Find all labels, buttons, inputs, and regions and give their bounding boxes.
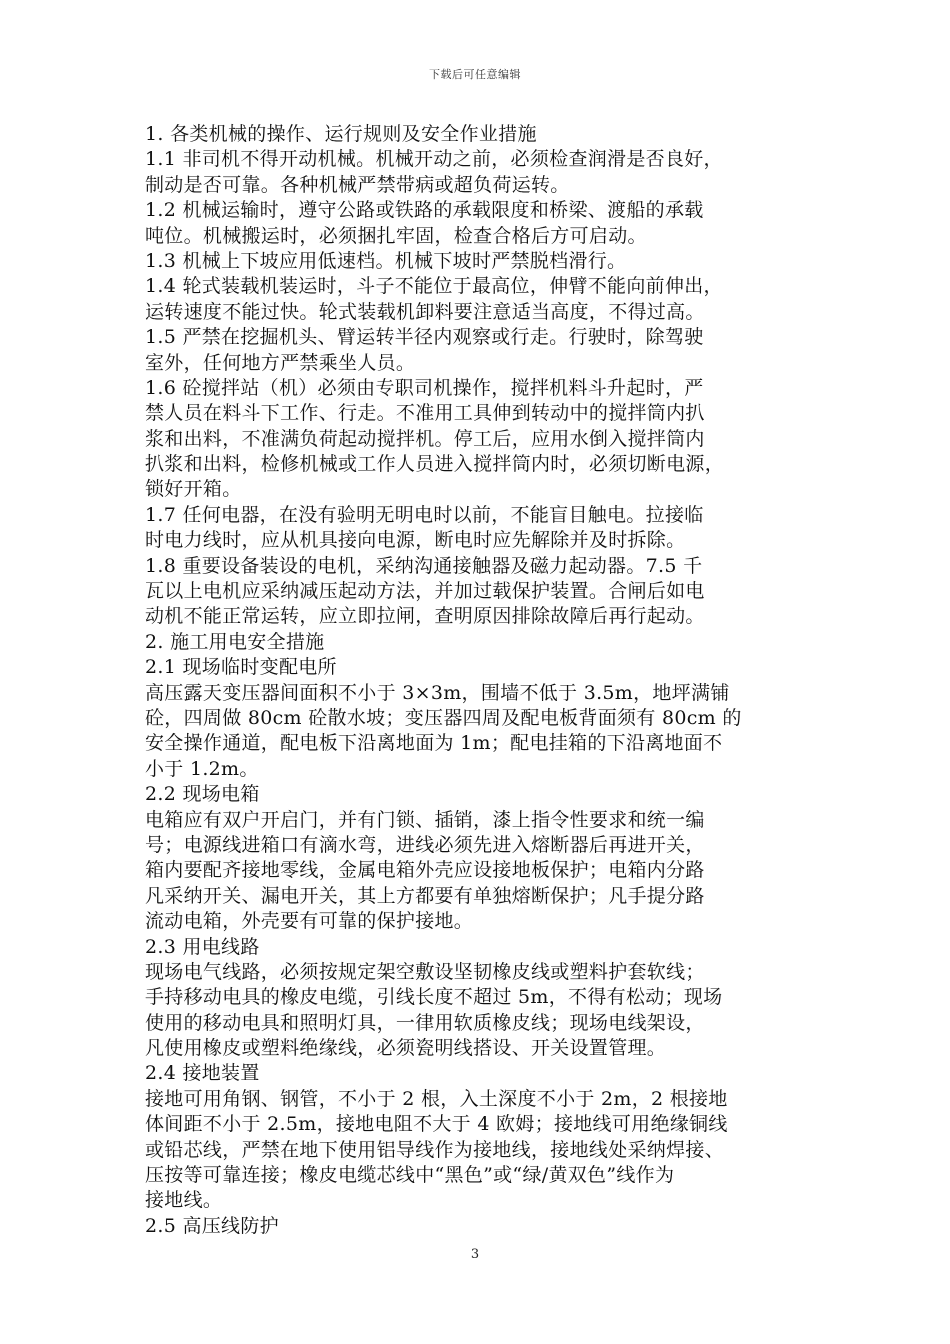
body-text-line: 2.1 现场临时变配电所: [145, 656, 337, 679]
page-number: 3: [470, 1247, 480, 1262]
body-text-line: 2.3 用电线路: [145, 935, 260, 958]
body-text-line: 1.6 砼搅拌站（机）必须由专职司机操作，搅拌机料斗升起时，严: [145, 376, 704, 399]
body-text-line: 时电力线时，应从机具接向电源，断电时应先解除并及时拆除。: [145, 529, 686, 552]
body-text-line: 1.5 严禁在挖掘机头、臂运转半径内观察或行走。行驶时，除驾驶: [145, 326, 704, 349]
body-text-line: 接地线。: [145, 1189, 223, 1212]
document-body: [145, 122, 813, 1239]
body-text-line: 2.5 高压线防护: [145, 1214, 279, 1237]
body-text-line: 号；电源线进箱口有滴水弯，进线必须先进入熔断器后再进开关，: [145, 833, 705, 856]
body-text-line: 扒浆和出料，检修机械或工作人员进入搅拌筒内时，必须切断电源，: [145, 453, 725, 476]
body-text-line: 压按等可靠连接；橡皮电缆芯线中“黑色”或“绿/黄双色”线作为: [145, 1164, 675, 1187]
body-text-line: 1.1 非司机不得开动机械。机械开动之前，必须检查润滑是否良好，: [145, 148, 723, 171]
body-text-line: 箱内要配齐接地零线，金属电箱外壳应设接地板保护；电箱内分路: [145, 859, 705, 882]
body-text-line: 动机不能正常运转，应立即拉闸，查明原因排除故障后再行起动。: [145, 605, 705, 628]
body-text-line: 吨位。机械搬运时，必须捆扎牢固，检查合格后方可启动。: [145, 224, 647, 247]
body-text-line: 2. 施工用电安全措施: [145, 630, 325, 653]
body-text-line: 运转速度不能过快。轮式装载机卸料要注意适当高度，不得过高。: [145, 300, 705, 323]
body-text-line: 瓦以上电机应采纳减压起动方法，并加过载保护装置。合闸后如电: [145, 580, 705, 603]
body-text-line: 1.2 机械运输时，遵守公路或铁路的承载限度和桥梁、渡船的承载: [145, 199, 704, 222]
body-text-line: 室外，任何地方严禁乘坐人员。: [145, 351, 416, 374]
body-text-line: 手持移动电具的橡皮电缆，引线长度不超过 5m，不得有松动；现场: [145, 986, 723, 1009]
body-text-line: 体间距不小于 2.5m，接地电阻不大于 4 欧姆；接地线可用绝缘铜线: [145, 1113, 728, 1136]
body-text-line: 1.3 机械上下坡应用低速档。机械下坡时严禁脱档滑行。: [145, 249, 627, 272]
body-text-line: 或铅芯线，严禁在地下使用铝导线作为接地线，接地线处采纳焊接、: [145, 1138, 725, 1161]
body-text-line: 高压露天变压器间面积不小于 3×3m，围墙不低于 3.5m，地坪满铺: [145, 681, 730, 704]
body-text-line: 1.7 任何电器，在没有验明无明电时以前，不能盲目触电。拉接临: [145, 503, 704, 526]
body-text-line: 2.4 接地装置: [145, 1062, 260, 1085]
body-text-line: 1.8 重要设备装设的电机，采纳沟通接触器及磁力起动器。7.5 千: [145, 554, 703, 577]
body-text-line: 接地可用角钢、钢管，不小于 2 根，入土深度不小于 2m，2 根接地: [145, 1087, 728, 1110]
body-text-line: 流动电箱，外壳要有可靠的保护接地。: [145, 910, 474, 933]
body-text-line: 安全操作通道，配电板下沿离地面为 1m；配电挂箱的下沿离地面不: [145, 732, 723, 755]
body-text-line: 1. 各类机械的操作、运行规则及安全作业措施: [145, 123, 537, 145]
body-text-line: 凡采纳开关、漏电开关，其上方都要有单独熔断保护；凡手提分路: [145, 884, 705, 907]
body-text-line: 浆和出料，不准满负荷起动搅拌机。停工后，应用水倒入搅拌筒内: [145, 427, 705, 450]
body-text-line: 使用的移动电具和照明灯具，一律用软质橡皮线；现场电线架设，: [145, 1011, 705, 1034]
body-text-line: 现场电气线路，必须按规定架空敷设坚韧橡皮线或塑料护套软线；: [145, 960, 705, 983]
body-text-line: 凡使用橡皮或塑料绝缘线，必须瓷明线搭设、开关设置管理。: [145, 1037, 667, 1060]
body-text-line: 电箱应有双户开启门，并有门锁、插销，漆上指令性要求和统一编: [145, 808, 705, 831]
body-text-line: 1.4 轮式装载机装运时，斗子不能位于最高位，伸臂不能向前伸出，: [145, 275, 723, 298]
body-text-line: 锁好开箱。: [145, 478, 242, 501]
body-text-line: 砼，四周做 80cm 砼散水坡；变压器四周及配电板背面须有 80cm 的: [145, 706, 742, 729]
body-text-line: 制动是否可靠。各种机械严禁带病或超负荷运转。: [145, 173, 570, 196]
page-header: 下载后可任意编辑: [429, 68, 521, 81]
body-text-line: 2.2 现场电箱: [145, 783, 260, 806]
body-text-line: 小于 1.2m。: [145, 757, 259, 780]
body-text-line: 禁人员在料斗下工作、行走。不准用工具伸到转动中的搅拌筒内扒: [145, 402, 705, 425]
